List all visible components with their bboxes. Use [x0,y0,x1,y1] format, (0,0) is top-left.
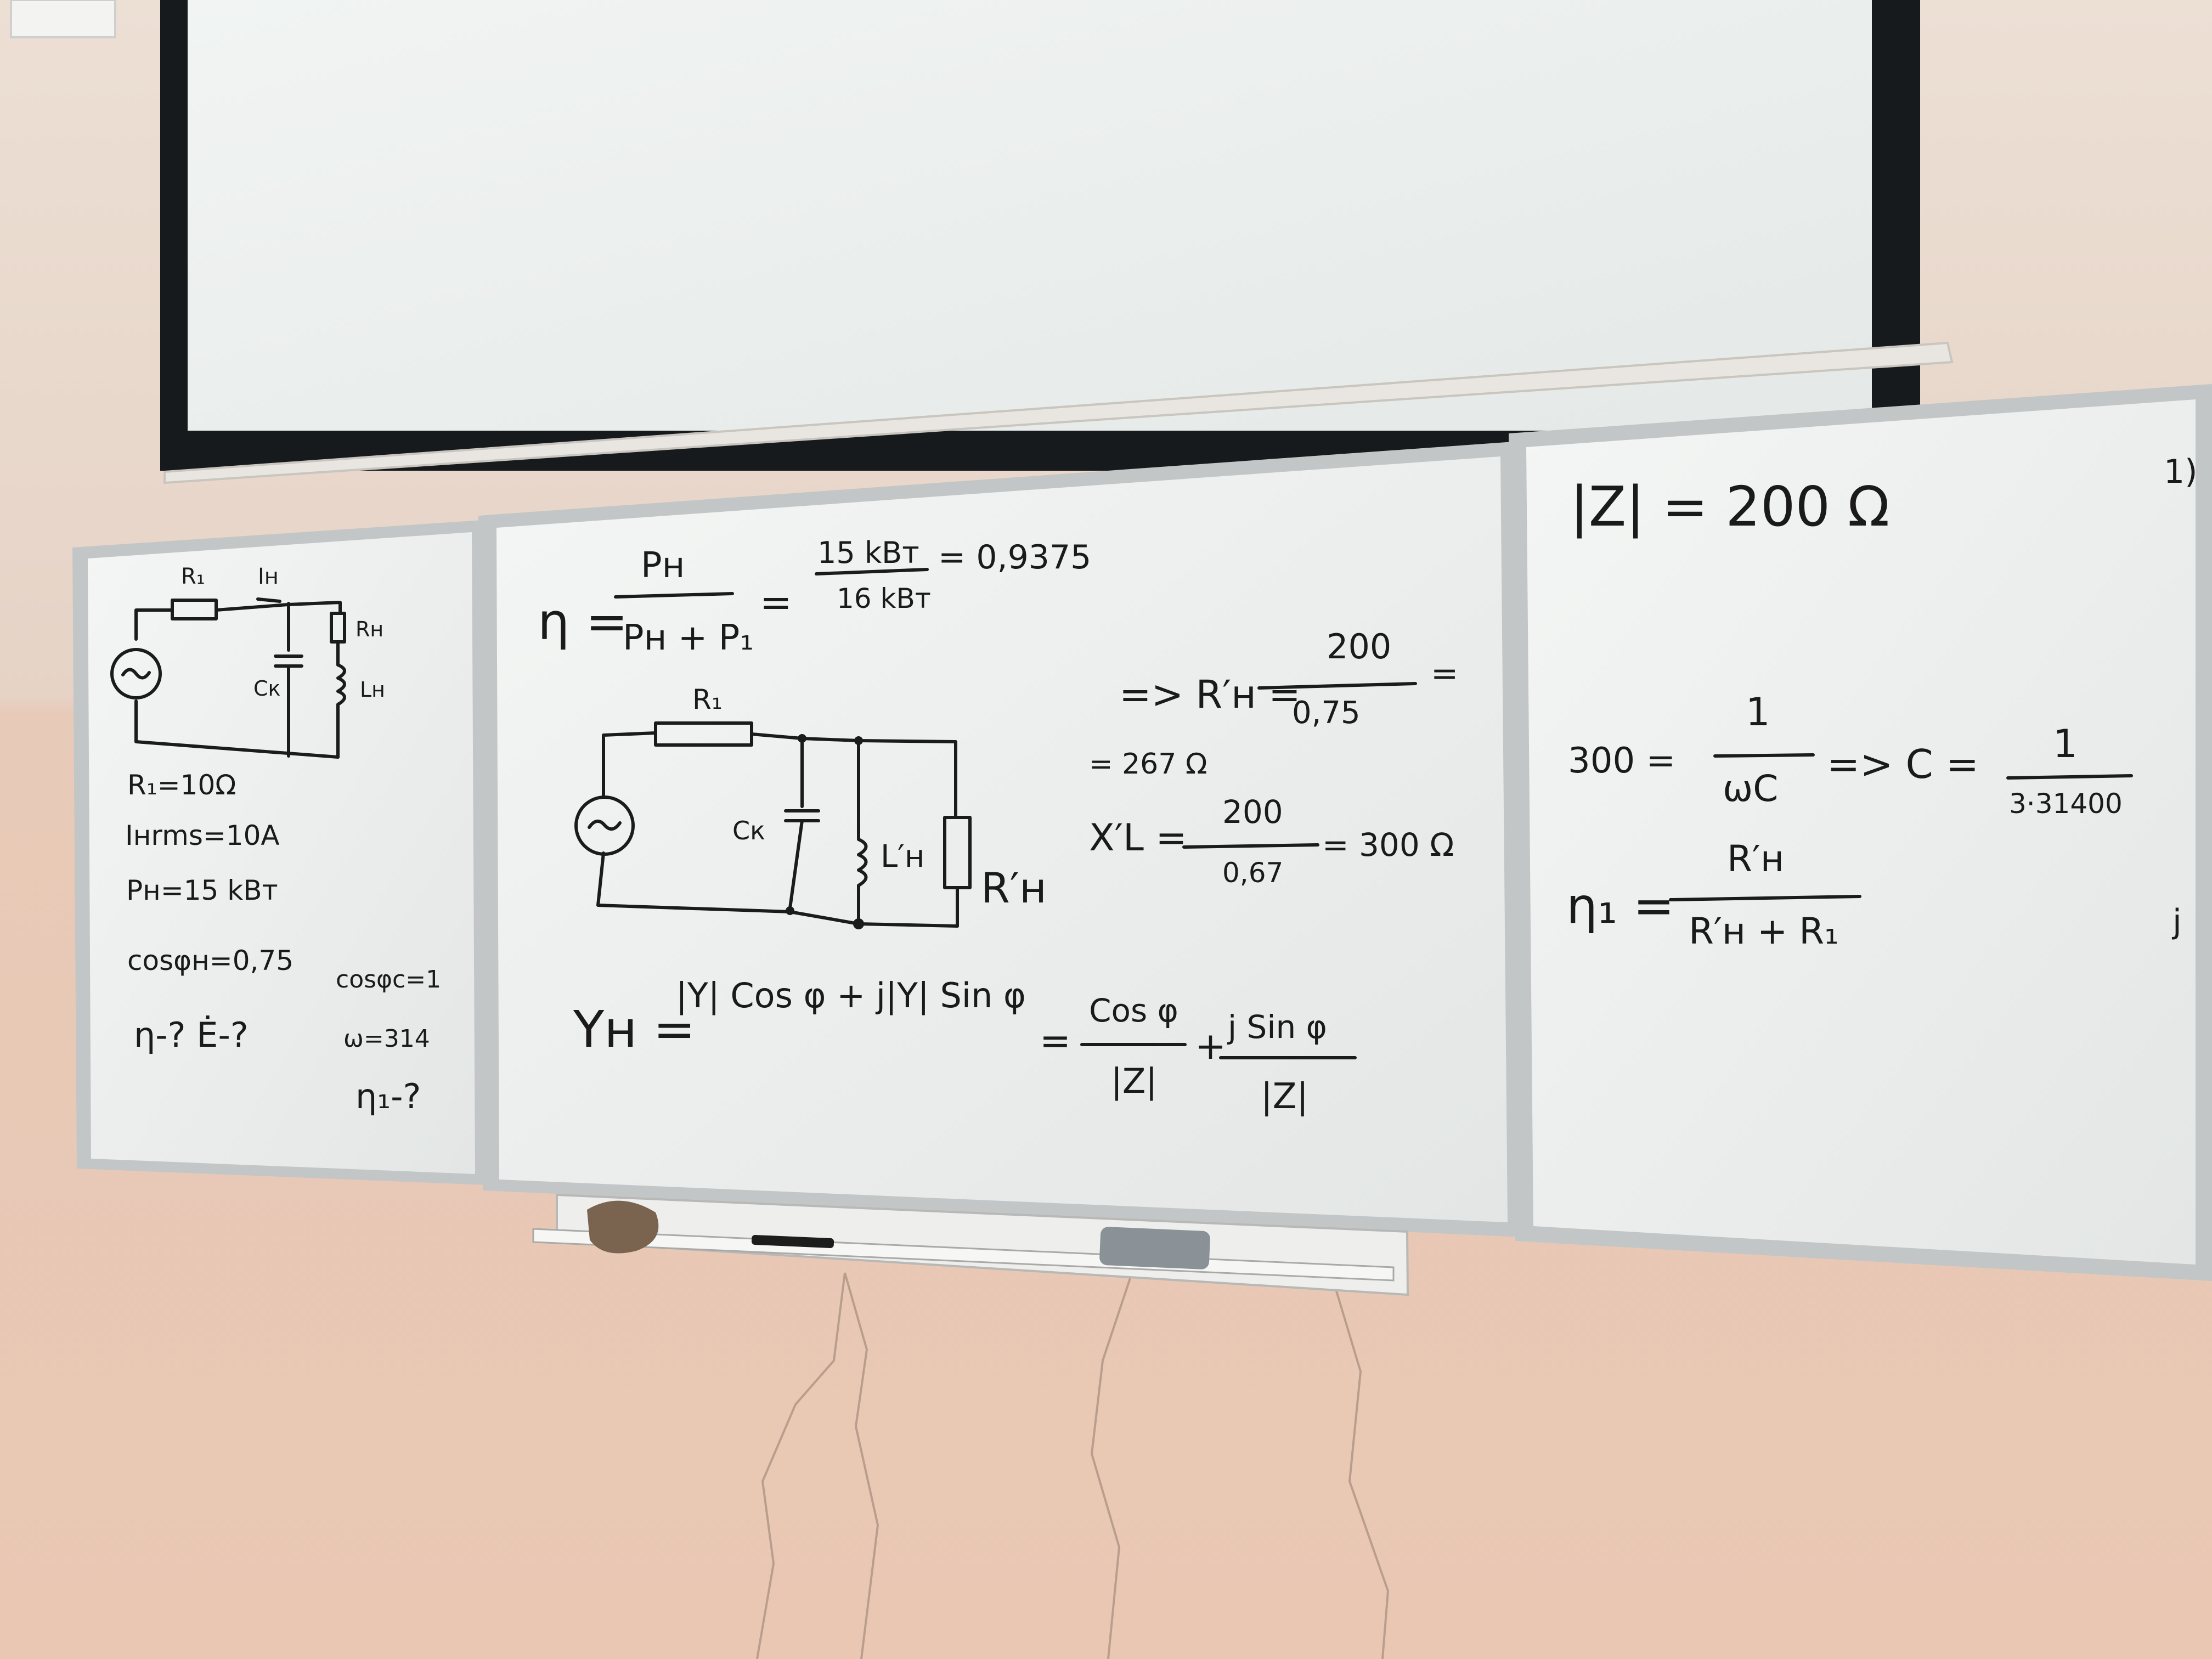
eta-eq: = [760,580,792,625]
left-label-ck: Cк [253,676,281,701]
eta1-lhs: η₁ = [1566,877,1675,935]
given-ph: Pн=15 kBт [126,874,278,906]
mid-label-r1: R₁ [692,684,723,715]
c2-num: 1 [2053,721,2078,766]
rh-tail: = [1431,654,1459,693]
yh-plus: + [1195,1025,1226,1068]
projector-screen [160,0,1952,483]
wall-vent [11,0,115,37]
left-label-rh: Rн [356,617,384,641]
c-den: ωC [1723,768,1779,810]
rh-lhs: => R′н = [1119,672,1301,717]
given-irms: Iнrms=10A [125,820,280,851]
eraser[interactable] [1099,1227,1211,1270]
rh-den: 0,75 [1292,695,1361,731]
cos-num: Cos φ [1089,992,1178,1029]
given-cos-h: cosφн=0,75 [127,945,294,977]
yh-eq: = [1040,1019,1071,1063]
yh-mid: |Y| Cos φ + j|Y| Sin φ [676,975,1026,1015]
mid-label-ck: Cк [732,816,765,845]
sin-den: |Z| [1261,1076,1308,1117]
left-label-r1: R₁ [181,564,205,589]
c-arrow: => C = [1827,741,1979,787]
c2-bar [2008,776,2131,778]
given-r1: R₁=10Ω [127,769,236,801]
c2-den: 3·31400 [2009,788,2123,820]
rh-result: = 267 Ω [1089,748,1207,781]
eta1-den: R′н + R₁ [1689,910,1839,952]
given-unknowns-b: η₁-? [356,1076,421,1116]
eta-num: Pн [641,545,685,586]
xl-den: 0,67 [1222,857,1284,889]
left-label-ih: Iн [258,564,279,589]
corner-mark: 1) [2164,453,2198,491]
rh-num: 200 [1327,627,1392,667]
c-bar [1715,755,1813,756]
eta-lhs: η = [538,592,628,651]
xl-lhs: X′L = [1089,816,1187,860]
z-value: |Z| = 200 Ω [1570,475,1890,539]
frac-num: 15 kBт [817,535,919,570]
sin-num: j Sin φ [1228,1008,1327,1046]
frac-den: 16 kBт [837,583,931,614]
mid-label-rh: R′н [981,864,1047,912]
eta1-num: R′н [1727,838,1784,880]
left-label-lh: Lн [360,678,386,702]
c-num: 1 [1746,690,1770,735]
xl-num: 200 [1222,793,1283,831]
xl-bar [1184,845,1318,847]
given-cos-c: cosφc=1 [336,966,442,994]
eta-result: = 0,9375 [938,538,1092,577]
given-omega: ω=314 [343,1025,430,1053]
mid-label-lh: L′н [881,839,925,874]
c-lhs: 300 = [1568,741,1676,781]
side-mark: j [2172,902,2182,941]
xl-result: = 300 Ω [1322,826,1454,864]
yh-lhs: Yн = [573,1000,696,1059]
cos-den: |Z| [1111,1061,1158,1101]
eta-den: Pн + P₁ [623,618,754,658]
given-unknowns-a: η-? Ė-? [134,1015,249,1055]
